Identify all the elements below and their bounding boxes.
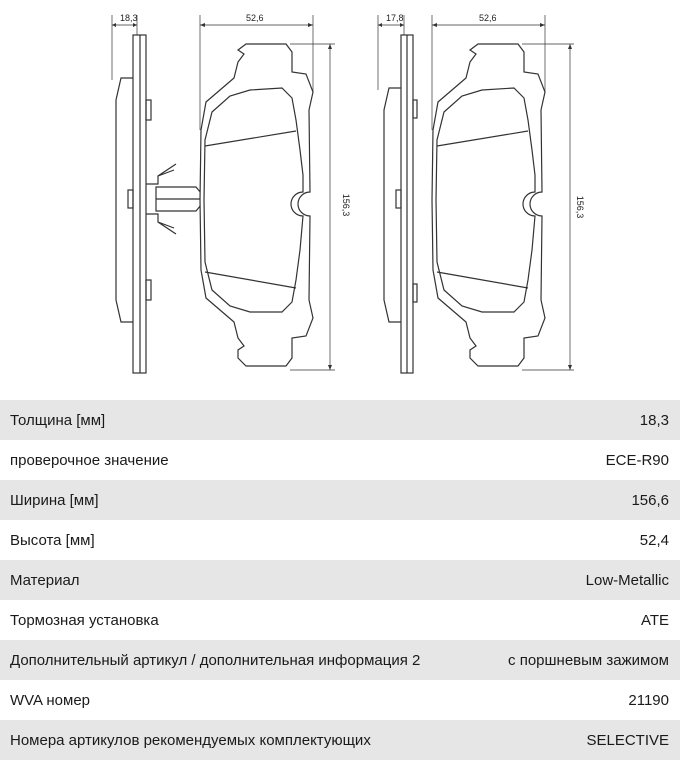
spec-label: Высота [мм]: [10, 531, 95, 549]
spec-row-wva-number: [0, 680, 680, 720]
spec-label: Материал: [10, 571, 80, 589]
left-front-view: [200, 15, 335, 370]
spec-label: Тормозная установка: [10, 611, 159, 629]
right-thickness-dim-label: 17,8: [386, 13, 404, 23]
spec-value: 52,4: [639, 531, 669, 549]
left-width-dim-label: 52,6: [246, 13, 264, 23]
spec-value: 156,6: [631, 491, 669, 509]
spec-row-recommended-parts: [0, 720, 680, 760]
spec-label: Номера артикулов рекомендуемых комплектующих: [10, 731, 371, 749]
spec-row-material: [0, 560, 680, 600]
spec-row-width: [0, 480, 680, 520]
spec-value: ATE: [640, 611, 669, 629]
spec-value: 21190: [628, 691, 669, 709]
spec-row-brake-system: [0, 600, 680, 640]
spec-label: Дополнительный артикул / дополнительная информация 2: [10, 651, 421, 669]
spec-value: с поршневым зажимом: [508, 651, 669, 669]
left-side-profile: [112, 15, 201, 373]
spec-row-test-value: [0, 440, 680, 480]
spec-row-thickness: [0, 400, 680, 440]
spec-value: ECE-R90: [605, 451, 669, 469]
spec-row-height: [0, 520, 680, 560]
right-side-profile: [378, 15, 417, 373]
spec-label: WVA номер: [10, 691, 91, 709]
right-height-dim-label: 156,3: [575, 195, 585, 219]
right-front-view: [432, 15, 574, 370]
spec-row-additional-info: [0, 640, 680, 680]
specifications-table: [0, 400, 680, 760]
spec-label: Толщина [мм]: [10, 411, 106, 429]
spec-label: Ширина [мм]: [10, 491, 99, 509]
right-width-dim-label: 52,6: [479, 13, 497, 23]
spec-value: 18,3: [639, 411, 669, 429]
spec-label: проверочное значение: [10, 451, 169, 469]
spec-value: Low-Metallic: [585, 571, 669, 589]
left-height-dim-label: 156,3: [341, 193, 351, 217]
spec-value: SELECTIVE: [586, 731, 669, 749]
left-thickness-dim-label: 18,3: [120, 13, 138, 23]
